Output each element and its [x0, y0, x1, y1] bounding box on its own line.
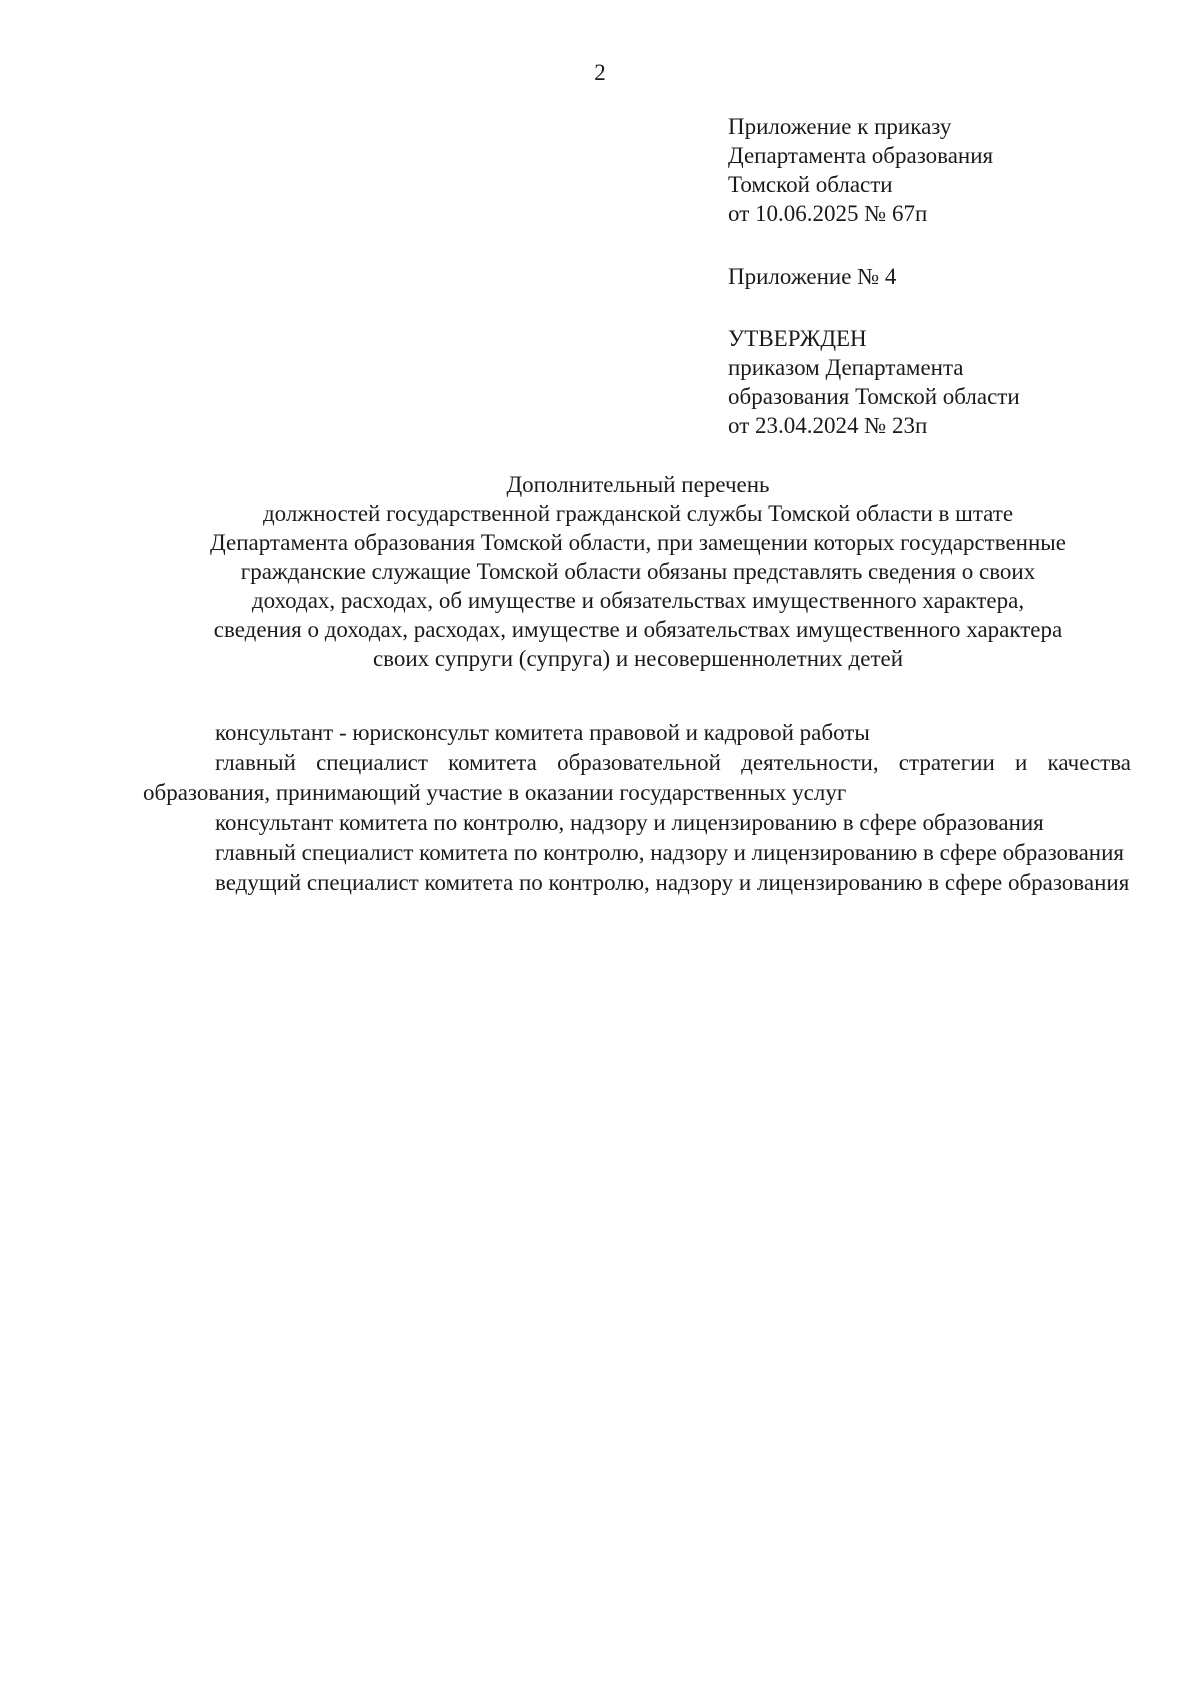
- approval-stamp-text: [728, 324, 1168, 440]
- position-item: главный специалист комитета по контролю, надзору и лицензированию в сфере образования: [215, 840, 1124, 865]
- title-line: Дополнительный перечень: [506, 472, 770, 497]
- approved-line: от 23.04.2024 № 23п: [728, 413, 928, 438]
- annex-header-line: Томской области: [728, 172, 893, 197]
- approved-line: образования Томской области: [728, 384, 1020, 409]
- annex-header-line: от 10.06.2025 № 67п: [728, 201, 928, 226]
- approved-line: УТВЕРЖДЕН: [728, 326, 867, 351]
- title-line: доходах, расходах, об имуществе и обязательствах имущественного характера,: [251, 588, 1025, 613]
- positions-list: [143, 718, 1131, 898]
- approved-line: приказом Департамента: [728, 355, 964, 380]
- title-line: сведения о доходах, расходах, имуществе и обязательствах имущественного характера: [213, 617, 1063, 642]
- position-item: консультант комитета по контролю, надзору и лицензированию в сфере образования: [215, 810, 1044, 835]
- position-item: главный специалист комитета образовательной деятельности, стратегии и качества образования, принимающий участие в оказании государственных услуг: [143, 750, 1131, 805]
- annex-number-text: Приложение № 4: [728, 264, 897, 289]
- title-line: Департамента образования Томской области, при замещении которых государственные: [210, 530, 1066, 555]
- title-line: гражданские служащие Томской области обязаны представлять сведения о своих: [240, 559, 1036, 584]
- annex-header-line: Приложение к приказу: [728, 114, 952, 139]
- document-title: [140, 470, 1136, 673]
- annex-header-line: Департамента образования: [728, 143, 994, 168]
- annex-number: [728, 262, 1168, 291]
- title-line: должностей государственной гражданской службы Томской области в штате: [262, 501, 1014, 526]
- position-item: ведущий специалист комитета по контролю, надзору и лицензированию в сфере образования: [215, 870, 1130, 895]
- page-number: 2: [594, 60, 606, 85]
- position-item: консультант - юрисконсульт комитета правовой и кадровой работы: [215, 720, 870, 745]
- annex-header: [728, 112, 1168, 228]
- title-line: своих супруги (супруга) и несовершеннолетних детей: [372, 646, 904, 671]
